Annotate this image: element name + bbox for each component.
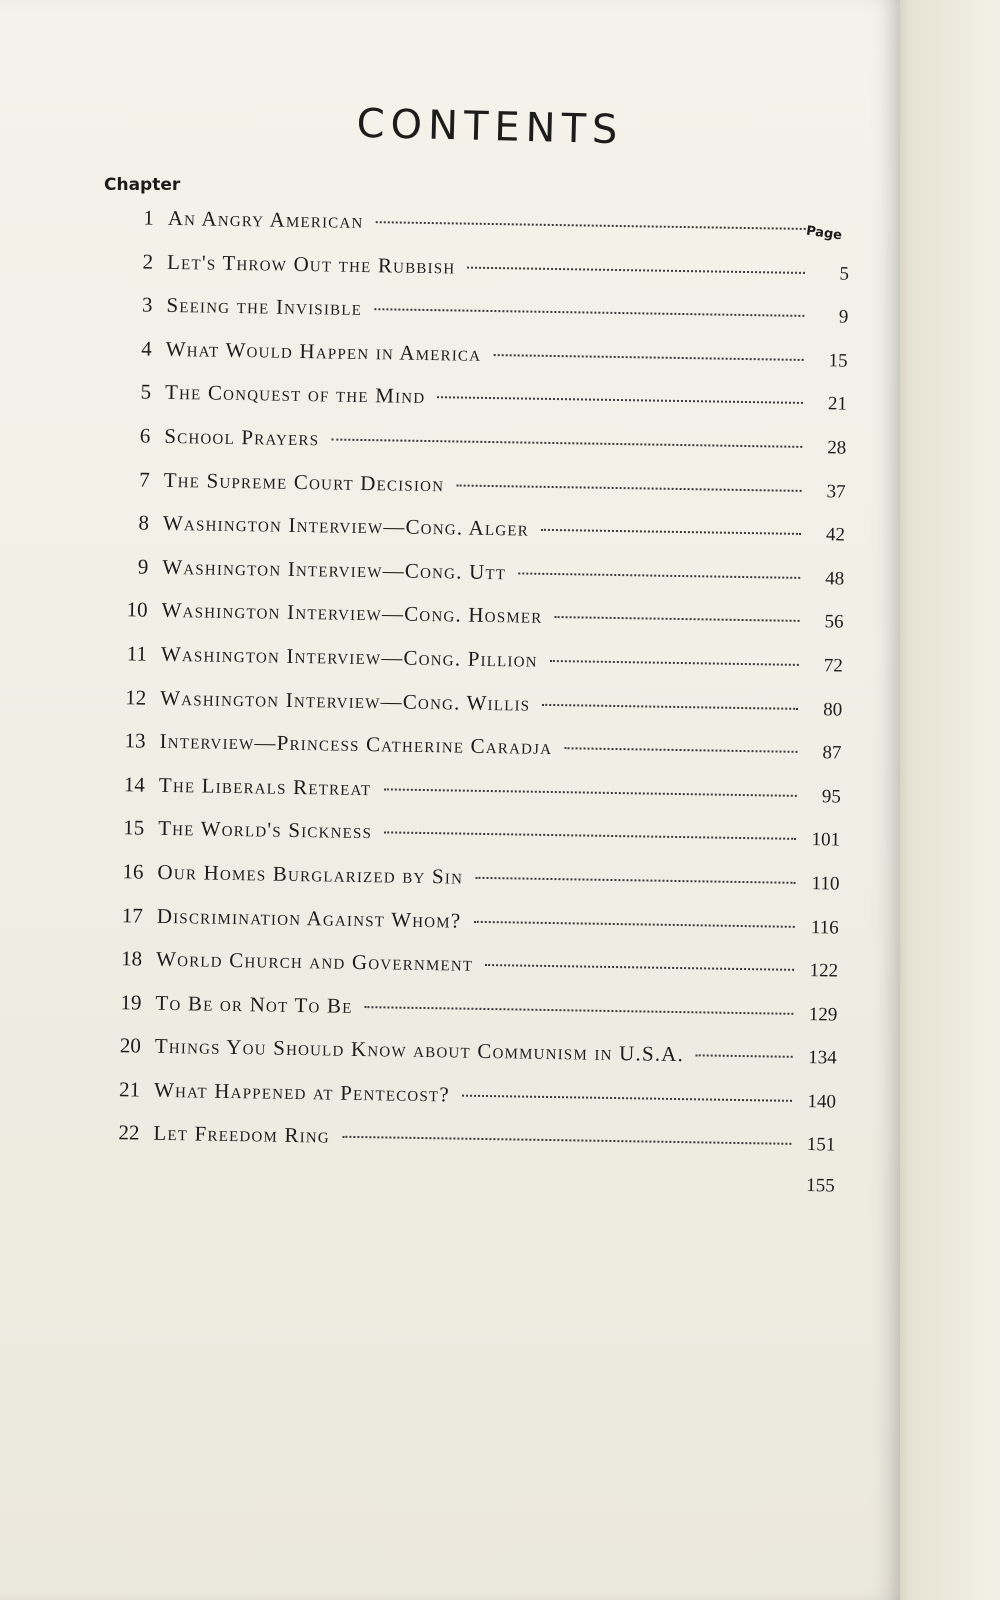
page-number: 155	[806, 1175, 835, 1197]
chapter-column-label: Chapter	[104, 175, 181, 195]
page-number: 42	[825, 524, 846, 546]
page-number: 9	[838, 306, 849, 328]
page-number: 15	[828, 350, 848, 372]
page-number: 72	[823, 655, 844, 677]
chapter-number: 17	[121, 902, 144, 928]
page-number: 48	[825, 568, 845, 590]
chapter-title: The World's Sickness	[158, 816, 373, 844]
chapter-number: 8	[138, 510, 150, 535]
chapter-title: Washington Interview—Cong. Pillion	[160, 641, 538, 672]
page-number: 5	[839, 263, 850, 285]
chapter-number: 14	[123, 772, 146, 797]
page-number: 151	[806, 1134, 836, 1156]
chapter-number: 15	[123, 815, 145, 840]
chapter-title: Let's Throw Out the Rubbish	[166, 249, 456, 279]
page-number: 101	[811, 829, 841, 851]
chapter-title: Let Freedom Ring	[153, 1121, 331, 1149]
dot-leader	[541, 529, 801, 535]
chapter-number: 1	[143, 205, 154, 230]
dot-leader	[456, 484, 801, 491]
dot-leader	[383, 788, 796, 796]
dot-leader	[365, 1006, 794, 1015]
page-number: 28	[827, 437, 847, 459]
chapter-title: Washington Interview—Cong. Utt	[162, 554, 507, 585]
chapter-title: The Supreme Court Decision	[163, 467, 445, 496]
chapter-title: What Would Happen in America	[165, 336, 482, 366]
chapter-title: Things You Should Know about Communism in U.S.A.	[154, 1034, 685, 1067]
adjacent-page-edge	[890, 0, 1000, 1600]
dot-leader	[473, 920, 794, 927]
dot-leader	[554, 616, 799, 622]
dot-leader	[485, 964, 794, 971]
page-number: 80	[823, 698, 843, 721]
chapter-number: 10	[126, 597, 148, 622]
dot-leader	[374, 308, 804, 317]
chapter-title: Washington Interview—Cong. Hosmer	[161, 598, 543, 629]
dot-leader	[550, 660, 799, 666]
dot-leader	[518, 572, 800, 578]
chapter-number: 21	[118, 1077, 141, 1102]
chapter-number: 4	[141, 336, 152, 361]
chapter-number: 5	[140, 379, 152, 405]
dot-leader	[331, 438, 802, 447]
dot-leader	[437, 397, 803, 405]
page-number: 140	[807, 1090, 837, 1113]
chapter-number: 20	[119, 1033, 141, 1058]
chapter-title: Our Homes Burglarized by Sin	[157, 859, 464, 889]
page-number: 56	[824, 611, 844, 633]
dot-leader	[493, 354, 803, 361]
dot-leader	[564, 747, 797, 753]
chapter-number: 16	[122, 859, 144, 884]
chapter-number: 9	[137, 554, 149, 579]
dot-leader	[696, 1055, 793, 1059]
chapter-number: 11	[126, 641, 148, 666]
chapter-title: Discrimination Against Whom?	[156, 903, 462, 933]
dot-leader	[376, 221, 806, 230]
dot-leader	[467, 266, 805, 273]
chapter-number: 13	[124, 728, 146, 753]
page-number: 122	[809, 960, 839, 982]
chapter-title: Interview—Princess Catherine Caradja	[159, 728, 553, 760]
chapter-title: To Be or Not To Be	[155, 990, 353, 1018]
chapter-number: 7	[139, 467, 150, 492]
page-number: 129	[808, 1003, 838, 1026]
page-number: 110	[811, 873, 840, 895]
dot-leader	[475, 877, 795, 884]
dot-leader	[384, 832, 796, 840]
page-column-label: Page	[805, 223, 843, 244]
chapter-number: 19	[120, 989, 142, 1015]
chapter-number: 12	[125, 684, 147, 710]
page-number: 37	[826, 480, 846, 503]
chapter-title: Washington Interview—Cong. Alger	[162, 511, 530, 541]
dot-leader	[462, 1095, 792, 1102]
chapter-number: 22	[118, 1120, 140, 1146]
chapter-title: School Prayers	[164, 423, 320, 451]
page-number: 87	[822, 742, 842, 764]
chapter-title: An Angry American	[167, 205, 364, 233]
page-number: 21	[827, 393, 848, 415]
table-of-contents	[94, 205, 850, 1219]
chapter-number: 3	[141, 292, 153, 317]
chapter-number: 6	[139, 423, 151, 448]
page-number: 95	[821, 785, 841, 808]
chapter-number: 18	[120, 946, 143, 971]
page-number: 116	[810, 916, 839, 939]
dot-leader	[542, 703, 798, 709]
page-number	[810, 235, 850, 236]
chapter-title: Seeing the Invisible	[166, 293, 363, 321]
chapter-title: What Happened at Pentecost?	[153, 1077, 451, 1107]
page-title: CONTENTS	[356, 100, 624, 154]
page-number: 134	[808, 1047, 837, 1069]
chapter-title: Washington Interview—Cong. Willis	[160, 685, 531, 716]
chapter-title: The Liberals Retreat	[158, 772, 372, 800]
chapter-title: The Conquest of the Mind	[164, 380, 426, 409]
chapter-title: World Church and Government	[155, 946, 474, 976]
chapter-number: 2	[142, 249, 154, 274]
dot-leader	[342, 1136, 791, 1145]
